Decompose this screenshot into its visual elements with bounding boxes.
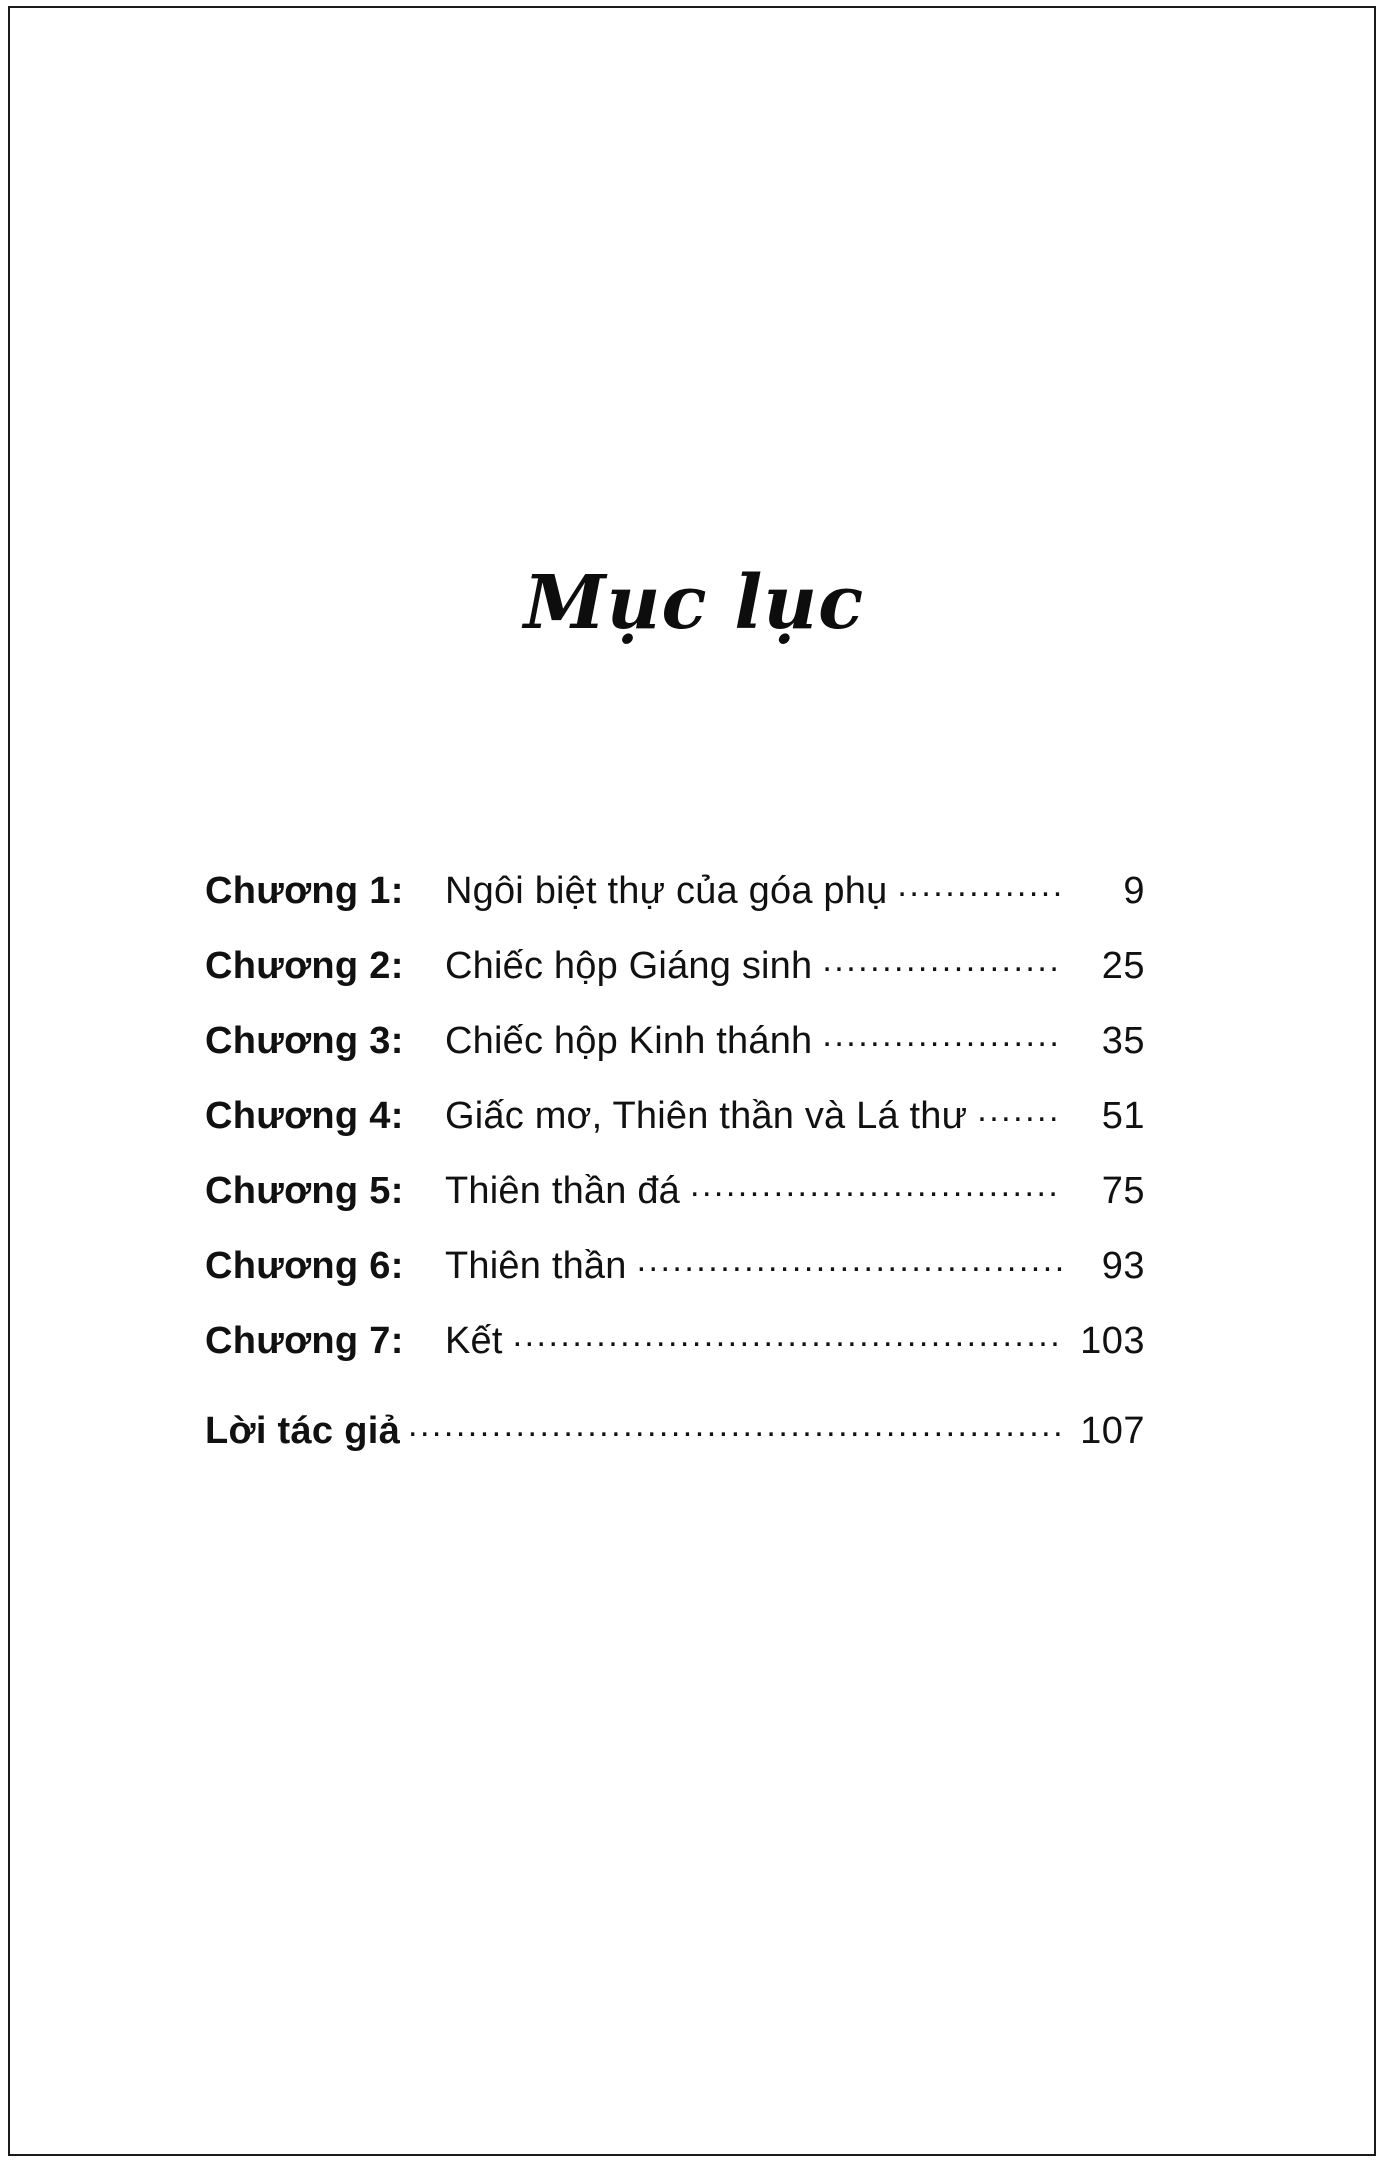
list-item[interactable] [205,1165,1145,1210]
chapter-title: Thiên thần đá [445,1170,680,1212]
table-of-contents-extra [205,1405,1145,1450]
list-item[interactable] [205,865,1145,910]
list-item[interactable] [205,1315,1145,1360]
chapter-label: Chương 6: [205,1245,404,1287]
page-title: Mục lục [523,560,865,646]
leader-dots [408,1405,1063,1443]
chapter-label: Chương 4: [205,1095,404,1137]
chapter-label: Chương 2: [205,945,404,987]
page-number: 93 [1101,1245,1145,1287]
list-item[interactable] [205,1015,1145,1060]
leader-dots [513,1315,1063,1353]
section-label: Lời tác giả [205,1410,401,1452]
chapter-title: Thiên thần [445,1245,627,1287]
leader-dots [822,940,1063,978]
list-item[interactable] [205,940,1145,985]
page-number: 75 [1101,1170,1145,1212]
chapter-label: Chương 1: [205,870,404,912]
chapter-title: Ngôi biệt thự của góa phụ [445,870,888,912]
chapter-label: Chương 3: [205,1020,404,1062]
page-number: 51 [1101,1095,1145,1137]
list-item[interactable] [205,1405,1145,1450]
page-number: 107 [1080,1410,1145,1452]
chapter-label: Chương 7: [205,1320,404,1362]
leader-dots [977,1090,1063,1128]
leader-dots [637,1240,1063,1278]
page-number: 35 [1101,1020,1145,1062]
leader-dots [690,1165,1063,1203]
leader-dots [822,1015,1063,1053]
chapter-title: Chiếc hộp Kinh thánh [445,1020,813,1062]
page-number: 9 [1123,870,1145,912]
list-item[interactable] [205,1090,1145,1135]
page-number: 25 [1101,945,1145,987]
table-of-contents-list [205,865,1145,1390]
chapter-title: Giấc mơ, Thiên thần và Lá thư [445,1095,968,1137]
chapter-title: Kết [445,1320,503,1362]
list-item[interactable] [205,1240,1145,1285]
leader-dots [897,865,1063,903]
chapter-label: Chương 5: [205,1170,404,1212]
page-number: 103 [1080,1320,1145,1362]
chapter-title: Chiếc hộp Giáng sinh [445,945,813,987]
